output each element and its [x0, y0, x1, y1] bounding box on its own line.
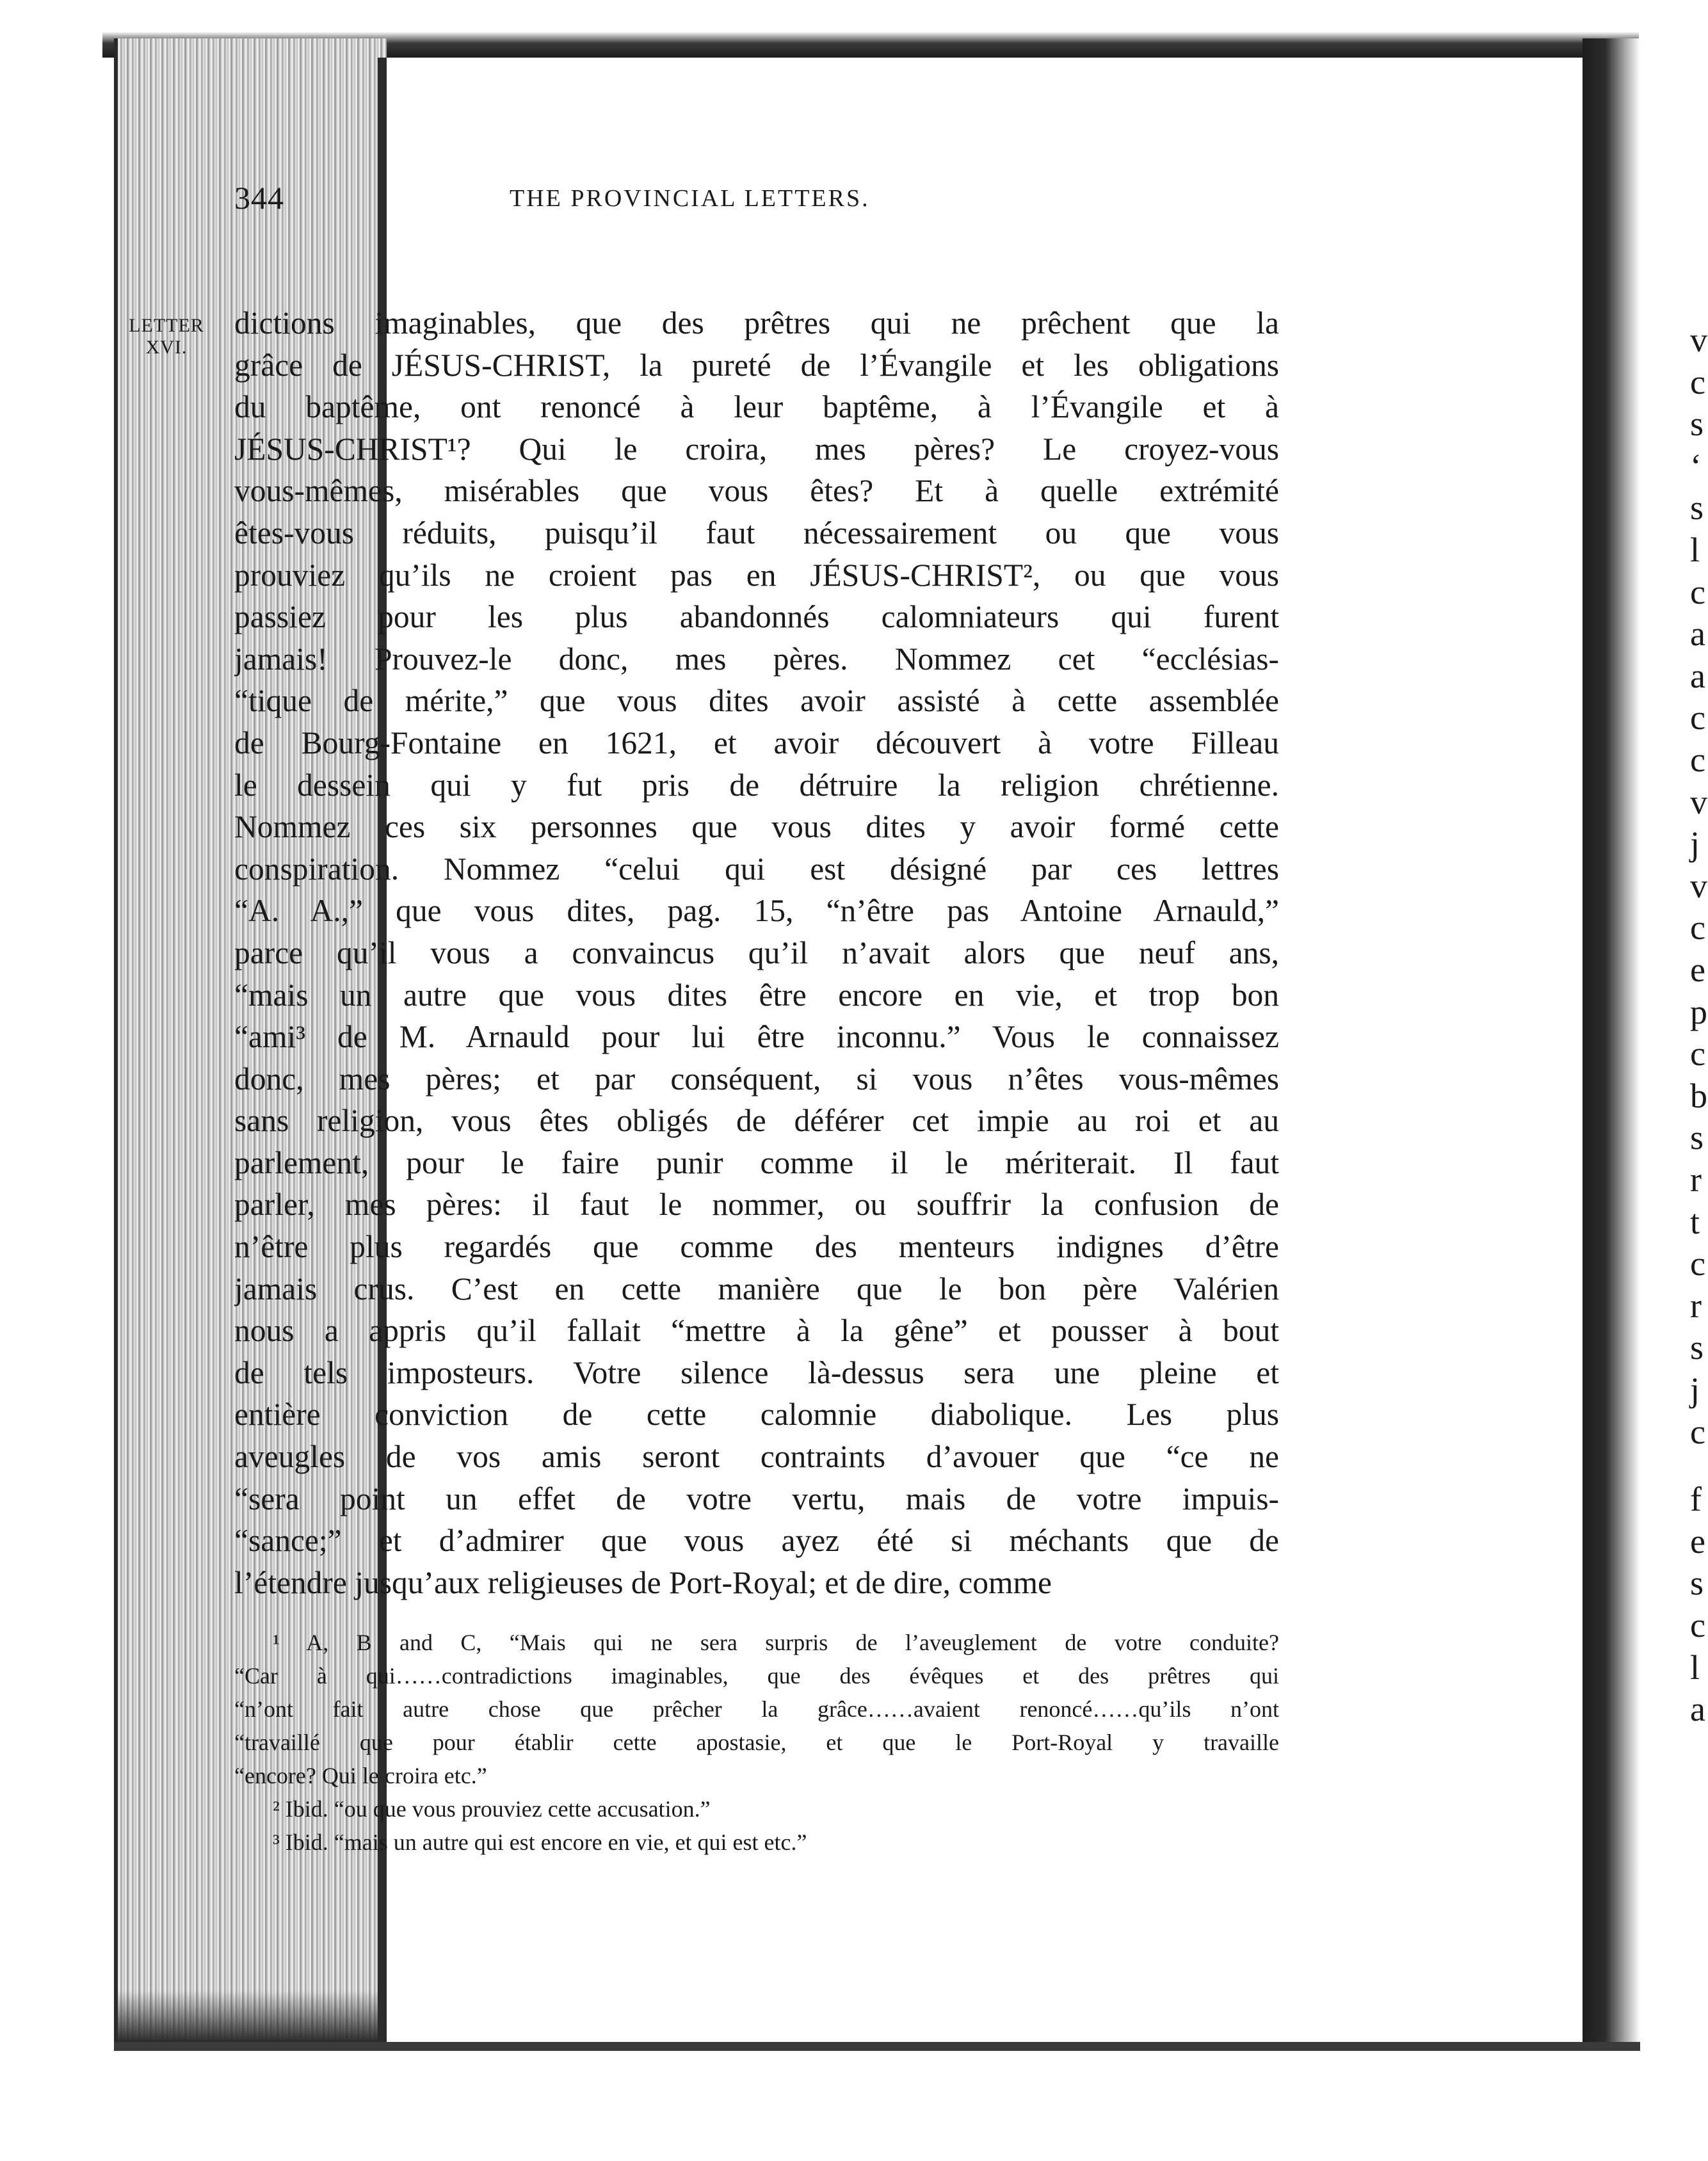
body-line: donc, mes pères; et par conséquent, si vous n’êtes vous-mêmes: [234, 1061, 1279, 1097]
next-page-letter: v: [1690, 782, 1707, 821]
margin-note-letter: [115, 315, 218, 358]
body-line: “sance;” et d’admirer que vous ayez été si méchants que de: [234, 1523, 1279, 1559]
margin-note-line: XVI.: [145, 337, 188, 358]
next-page-letter: b: [1690, 1076, 1707, 1115]
scan-bottom-edge: [114, 2042, 1644, 2051]
body-text: [234, 302, 1279, 1603]
next-page-letter: s: [1690, 1118, 1704, 1157]
body-line: n’être plus regardés que comme des menteurs indignes d’être: [234, 1229, 1279, 1265]
next-page-letter: c: [1690, 362, 1705, 401]
footnote-line: ³ Ibid. “mais un autre qui est encore en vie, et qui est etc.”: [273, 1829, 807, 1855]
next-page-letter: c: [1690, 698, 1705, 737]
body-line: nous a appris qu’il fallait “mettre à la gêne” et pousser à bout: [234, 1313, 1279, 1349]
body-line: sans religion, vous êtes obligés de déférer cet impie au roi et au: [234, 1103, 1279, 1139]
footnote-line: ² Ibid. “ou que vous prouviez cette accusation.”: [273, 1796, 711, 1822]
book-gutter: [1583, 38, 1640, 2042]
body-line: parlement, pour le faire punir comme il le mériterait. Il faut: [234, 1145, 1279, 1180]
next-page-letter: ‘: [1690, 446, 1702, 485]
next-page-letter: e: [1690, 951, 1705, 989]
body-line: aveugles de vos amis seront contraints d’avouer que “ce ne: [234, 1439, 1279, 1475]
next-page-letter: j: [1690, 1370, 1700, 1409]
next-page-letter: c: [1690, 572, 1705, 611]
body-line: “A. A.,” que vous dites, pag. 15, “n’être pas Antoine Arnauld,”: [234, 893, 1279, 929]
next-page-letter: s: [1690, 1328, 1704, 1367]
next-page-letter: f: [1690, 1480, 1702, 1519]
body-line: “ami³ de M. Arnauld pour lui être inconnu.” Vous le connaissez: [234, 1019, 1279, 1055]
footnote-line: ¹ A, B and C, “Mais qui ne sera surpris de l’aveuglement de votre conduite?: [273, 1630, 1279, 1655]
next-page-letter: l: [1690, 1648, 1700, 1687]
next-page-letter: s: [1690, 405, 1704, 444]
next-page-letter: c: [1690, 1606, 1705, 1644]
running-title: THE PROVINCIAL LETTERS.: [510, 185, 870, 212]
next-page-letter: j: [1690, 824, 1700, 864]
next-page-letter: s: [1690, 488, 1704, 527]
body-line: entière conviction de cette calomnie diabolique. Les plus: [234, 1397, 1279, 1433]
next-page-edge: [1640, 38, 1708, 2161]
body-line: Nommez ces six personnes que vous dites y avoir formé cette: [234, 809, 1279, 845]
body-line: jamais! Prouvez-le donc, mes pères. Nommez cet “ecclésias-: [234, 641, 1279, 677]
footnote-line: “Car à qui……contradictions imaginables, que des évêques et des prêtres qui: [234, 1663, 1279, 1689]
next-page-letter: c: [1690, 908, 1705, 947]
next-page-letter: a: [1690, 656, 1705, 695]
footnotes: [234, 1626, 1279, 1859]
page-number: 344: [234, 180, 284, 216]
body-line: prouviez qu’ils ne croient pas en JÉSUS-CHRIST², ou que vous: [234, 557, 1279, 593]
body-line: conspiration. Nommez “celui qui est désigné par ces lettres: [234, 851, 1279, 887]
next-page-letter: a: [1690, 1690, 1705, 1729]
next-page-letter: c: [1690, 741, 1705, 779]
body-line: JÉSUS-CHRIST¹? Qui le croira, mes pères? Le croyez-vous: [234, 431, 1279, 467]
footnote-line: “n’ont fait autre chose que prêcher la grâce……avaient renoncé……qu’ils n’ont: [234, 1696, 1279, 1722]
body-line: du baptême, ont renoncé à leur baptême, à l’Évangile et à: [234, 389, 1279, 425]
page-header: [234, 179, 1279, 224]
next-page-letter: t: [1690, 1202, 1700, 1241]
body-line: êtes-vous réduits, puisqu’il faut nécessairement ou que vous: [234, 515, 1279, 550]
next-page-letter: c: [1690, 1412, 1705, 1451]
footnote-line: “encore? Qui le croira etc.”: [234, 1763, 487, 1788]
body-line: vous-mêmes, misérables que vous êtes? Et à quelle extrémité: [234, 473, 1279, 509]
next-page-letter: s: [1690, 1564, 1704, 1603]
body-line: “tique de mérite,” que vous dites avoir assisté à cette assemblée: [234, 683, 1279, 719]
footnote-line: “travaillé que pour établir cette apostasie, et que le Port-Royal y travaille: [234, 1730, 1279, 1755]
body-line: de tels imposteurs. Votre silence là-dessus sera une pleine et: [234, 1354, 1279, 1390]
body-line: de Bourg-Fontaine en 1621, et avoir découvert à votre Filleau: [234, 725, 1279, 760]
next-page-letter: a: [1690, 615, 1705, 654]
next-page-letter: v: [1690, 866, 1707, 905]
next-page-letter: l: [1690, 531, 1700, 569]
body-line: passiez pour les plus abandonnés calomniateurs qui furent: [234, 599, 1279, 635]
next-page-letter: v: [1690, 321, 1707, 359]
body-line: “mais un autre que vous dites être encore en vie, et trop bon: [234, 977, 1279, 1013]
body-line: le dessein qui y fut pris de détruire la religion chrétienne.: [234, 767, 1279, 803]
body-line: dictions imaginables, que des prêtres qui ne prêchent que la: [234, 305, 1279, 341]
body-line: jamais crus. C’est en cette manière que le bon père Valérien: [234, 1271, 1279, 1306]
next-page-letter: r: [1690, 1286, 1702, 1325]
margin-note-line: LETTER: [129, 315, 204, 336]
next-page-letter: p: [1690, 992, 1707, 1031]
next-page-letter: c: [1690, 1244, 1705, 1283]
next-page-letter: c: [1690, 1034, 1705, 1073]
body-line: parce qu’il vous a convaincus qu’il n’avait alors que neuf ans,: [234, 935, 1279, 970]
body-line: parler, mes pères: il faut le nommer, ou souffrir la confusion de: [234, 1187, 1279, 1223]
body-line: grâce de JÉSUS-CHRIST, la pureté de l’Évangile et les obligations: [234, 347, 1279, 383]
body-line: “sera point un effet de votre vertu, mais de votre impuis-: [234, 1481, 1279, 1516]
next-page-letter: e: [1690, 1522, 1705, 1561]
next-page-letter: r: [1690, 1161, 1702, 1199]
body-line: l’étendre jusqu’aux religieuses de Port-Royal; et de dire, comme: [234, 1564, 1052, 1600]
